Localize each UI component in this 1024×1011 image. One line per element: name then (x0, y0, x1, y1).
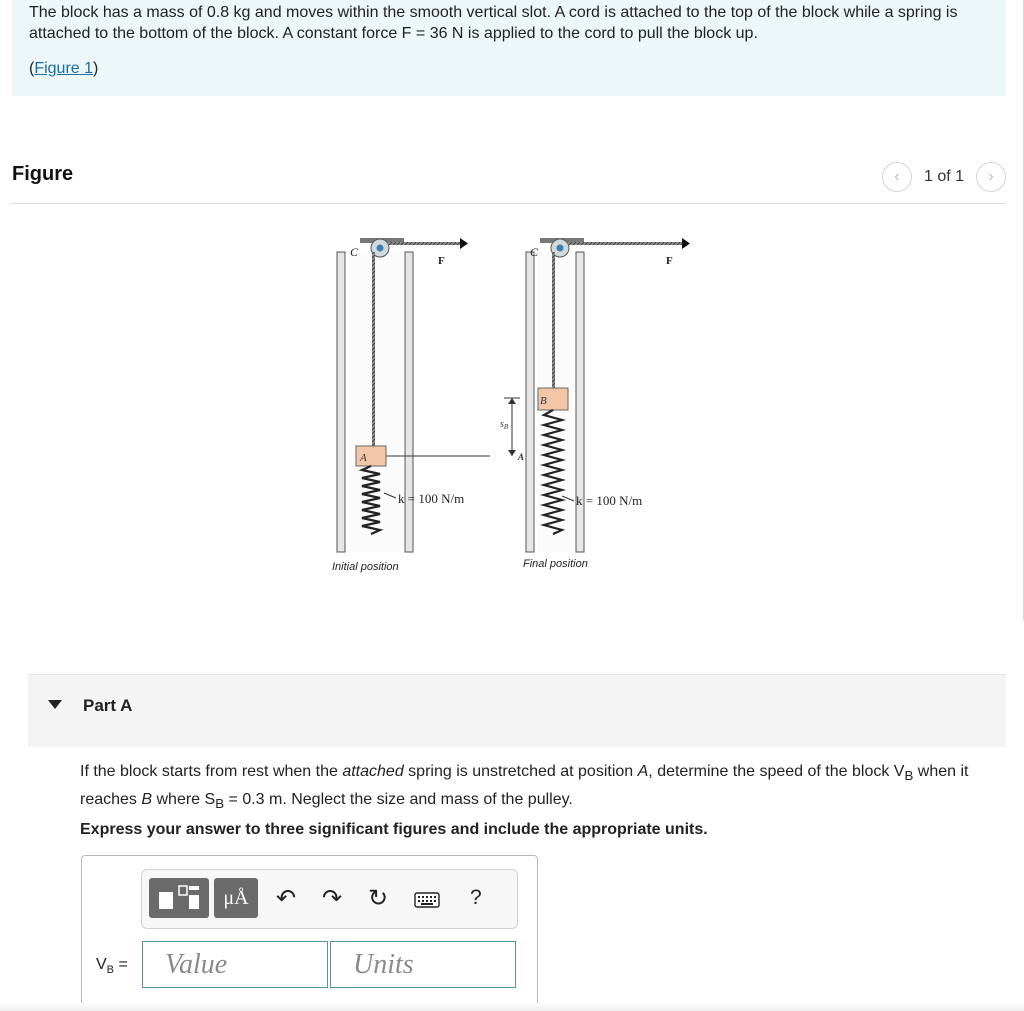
label-block-b: B (540, 395, 547, 407)
right-cord-horizontal (568, 242, 683, 245)
label-k-left: k = 100 N/m (398, 491, 465, 506)
label-a-marker: A (518, 452, 525, 462)
figure-title: Figure (12, 163, 74, 185)
templates-icon (156, 883, 202, 913)
label-sb (500, 419, 509, 431)
figure-pager (882, 162, 1006, 192)
vb-label-main: V (96, 956, 107, 973)
undo-icon[interactable]: ↶ (276, 885, 297, 912)
caret-down-icon[interactable] (48, 700, 62, 709)
sb-arrow-up-icon (508, 398, 516, 404)
question-mid1: spring is unstretched at position (403, 763, 638, 780)
question-mid3: when it reaches (80, 763, 969, 809)
question-b: B (141, 791, 153, 809)
chevron-left-icon: ‹ (894, 168, 900, 185)
right-cord-vertical (552, 252, 555, 390)
left-pulley-hub (377, 245, 384, 252)
right-slot-wall-left (526, 252, 534, 552)
question-end: = 0.3 m. Neglect the size and mass of the pulley. (224, 791, 573, 809)
figure-divider (12, 203, 1006, 204)
question-pre: If the block starts from rest when the (80, 763, 343, 780)
part-a-header[interactable] (28, 674, 1006, 747)
left-slot-wall-left (337, 252, 345, 552)
label-sb-sub: B (503, 423, 509, 431)
question-s-sub: B (215, 796, 225, 812)
problem-text: The block has a mass of 0.8 kg and moves within the smooth vertical slot. A cord is attached to the top of the block while a spring is attached to the bottom of the block. A constant force F = 36 N is applied to the cord to pull the block up. (29, 4, 958, 42)
vb-label-sub: B (106, 964, 115, 977)
math-toolbar (141, 869, 518, 929)
right-pulley-hub (557, 245, 564, 252)
answer-panel (81, 855, 538, 1006)
question-emphasis: attached (342, 763, 404, 780)
pager-count: 1 of 1 (923, 168, 964, 185)
question-v-sub: B (904, 768, 914, 784)
left-slot-wall-right (405, 252, 413, 552)
redo-icon[interactable]: ↷ (322, 885, 343, 912)
part-title: Part A (83, 696, 133, 715)
help-icon[interactable]: ? (470, 886, 482, 909)
label-c-right: C (530, 245, 539, 259)
prev-figure-button[interactable] (882, 162, 912, 192)
figure-link-line: (Figure 1) (29, 60, 99, 77)
problem-statement-box (12, 0, 1006, 96)
next-figure-button[interactable] (976, 162, 1006, 192)
value-input[interactable] (142, 941, 328, 988)
left-cord-horizontal (388, 242, 463, 245)
label-initial-position: Initial position (332, 561, 399, 573)
label-c-left: C (350, 245, 359, 259)
label-f-left: F (438, 255, 445, 267)
question-mid4: where S (152, 791, 216, 809)
figure-diagram (300, 222, 720, 582)
left-cord-vertical (372, 252, 375, 448)
label-sb-main: s (500, 419, 504, 430)
question-a: A (637, 763, 649, 780)
label-final-position: Final position (523, 558, 588, 570)
question-text (80, 760, 1015, 816)
templates-button[interactable] (149, 878, 209, 918)
label-f-right: F (666, 255, 673, 267)
bottom-shadow (0, 1003, 1024, 1011)
keyboard-svg (414, 891, 440, 909)
label-k-right: k = 100 N/m (576, 493, 643, 508)
sb-arrow-down-icon (508, 450, 516, 456)
vb-label-eq: = (114, 956, 128, 973)
reset-icon[interactable]: ↻ (368, 885, 389, 912)
chevron-right-icon: › (988, 168, 994, 185)
units-symbol-button[interactable]: μÅ (214, 878, 258, 918)
label-block-a: A (360, 452, 367, 464)
question-mid2: , determine the speed of the block V (648, 763, 905, 780)
units-input[interactable] (330, 941, 516, 988)
vb-label (96, 956, 128, 976)
keyboard-icon[interactable] (414, 888, 440, 916)
answer-instruction: Express your answer to three significant figures and include the appropriate units. (80, 821, 708, 838)
right-force-arrow-icon (682, 238, 690, 249)
figure-link[interactable]: Figure 1 (34, 60, 94, 77)
